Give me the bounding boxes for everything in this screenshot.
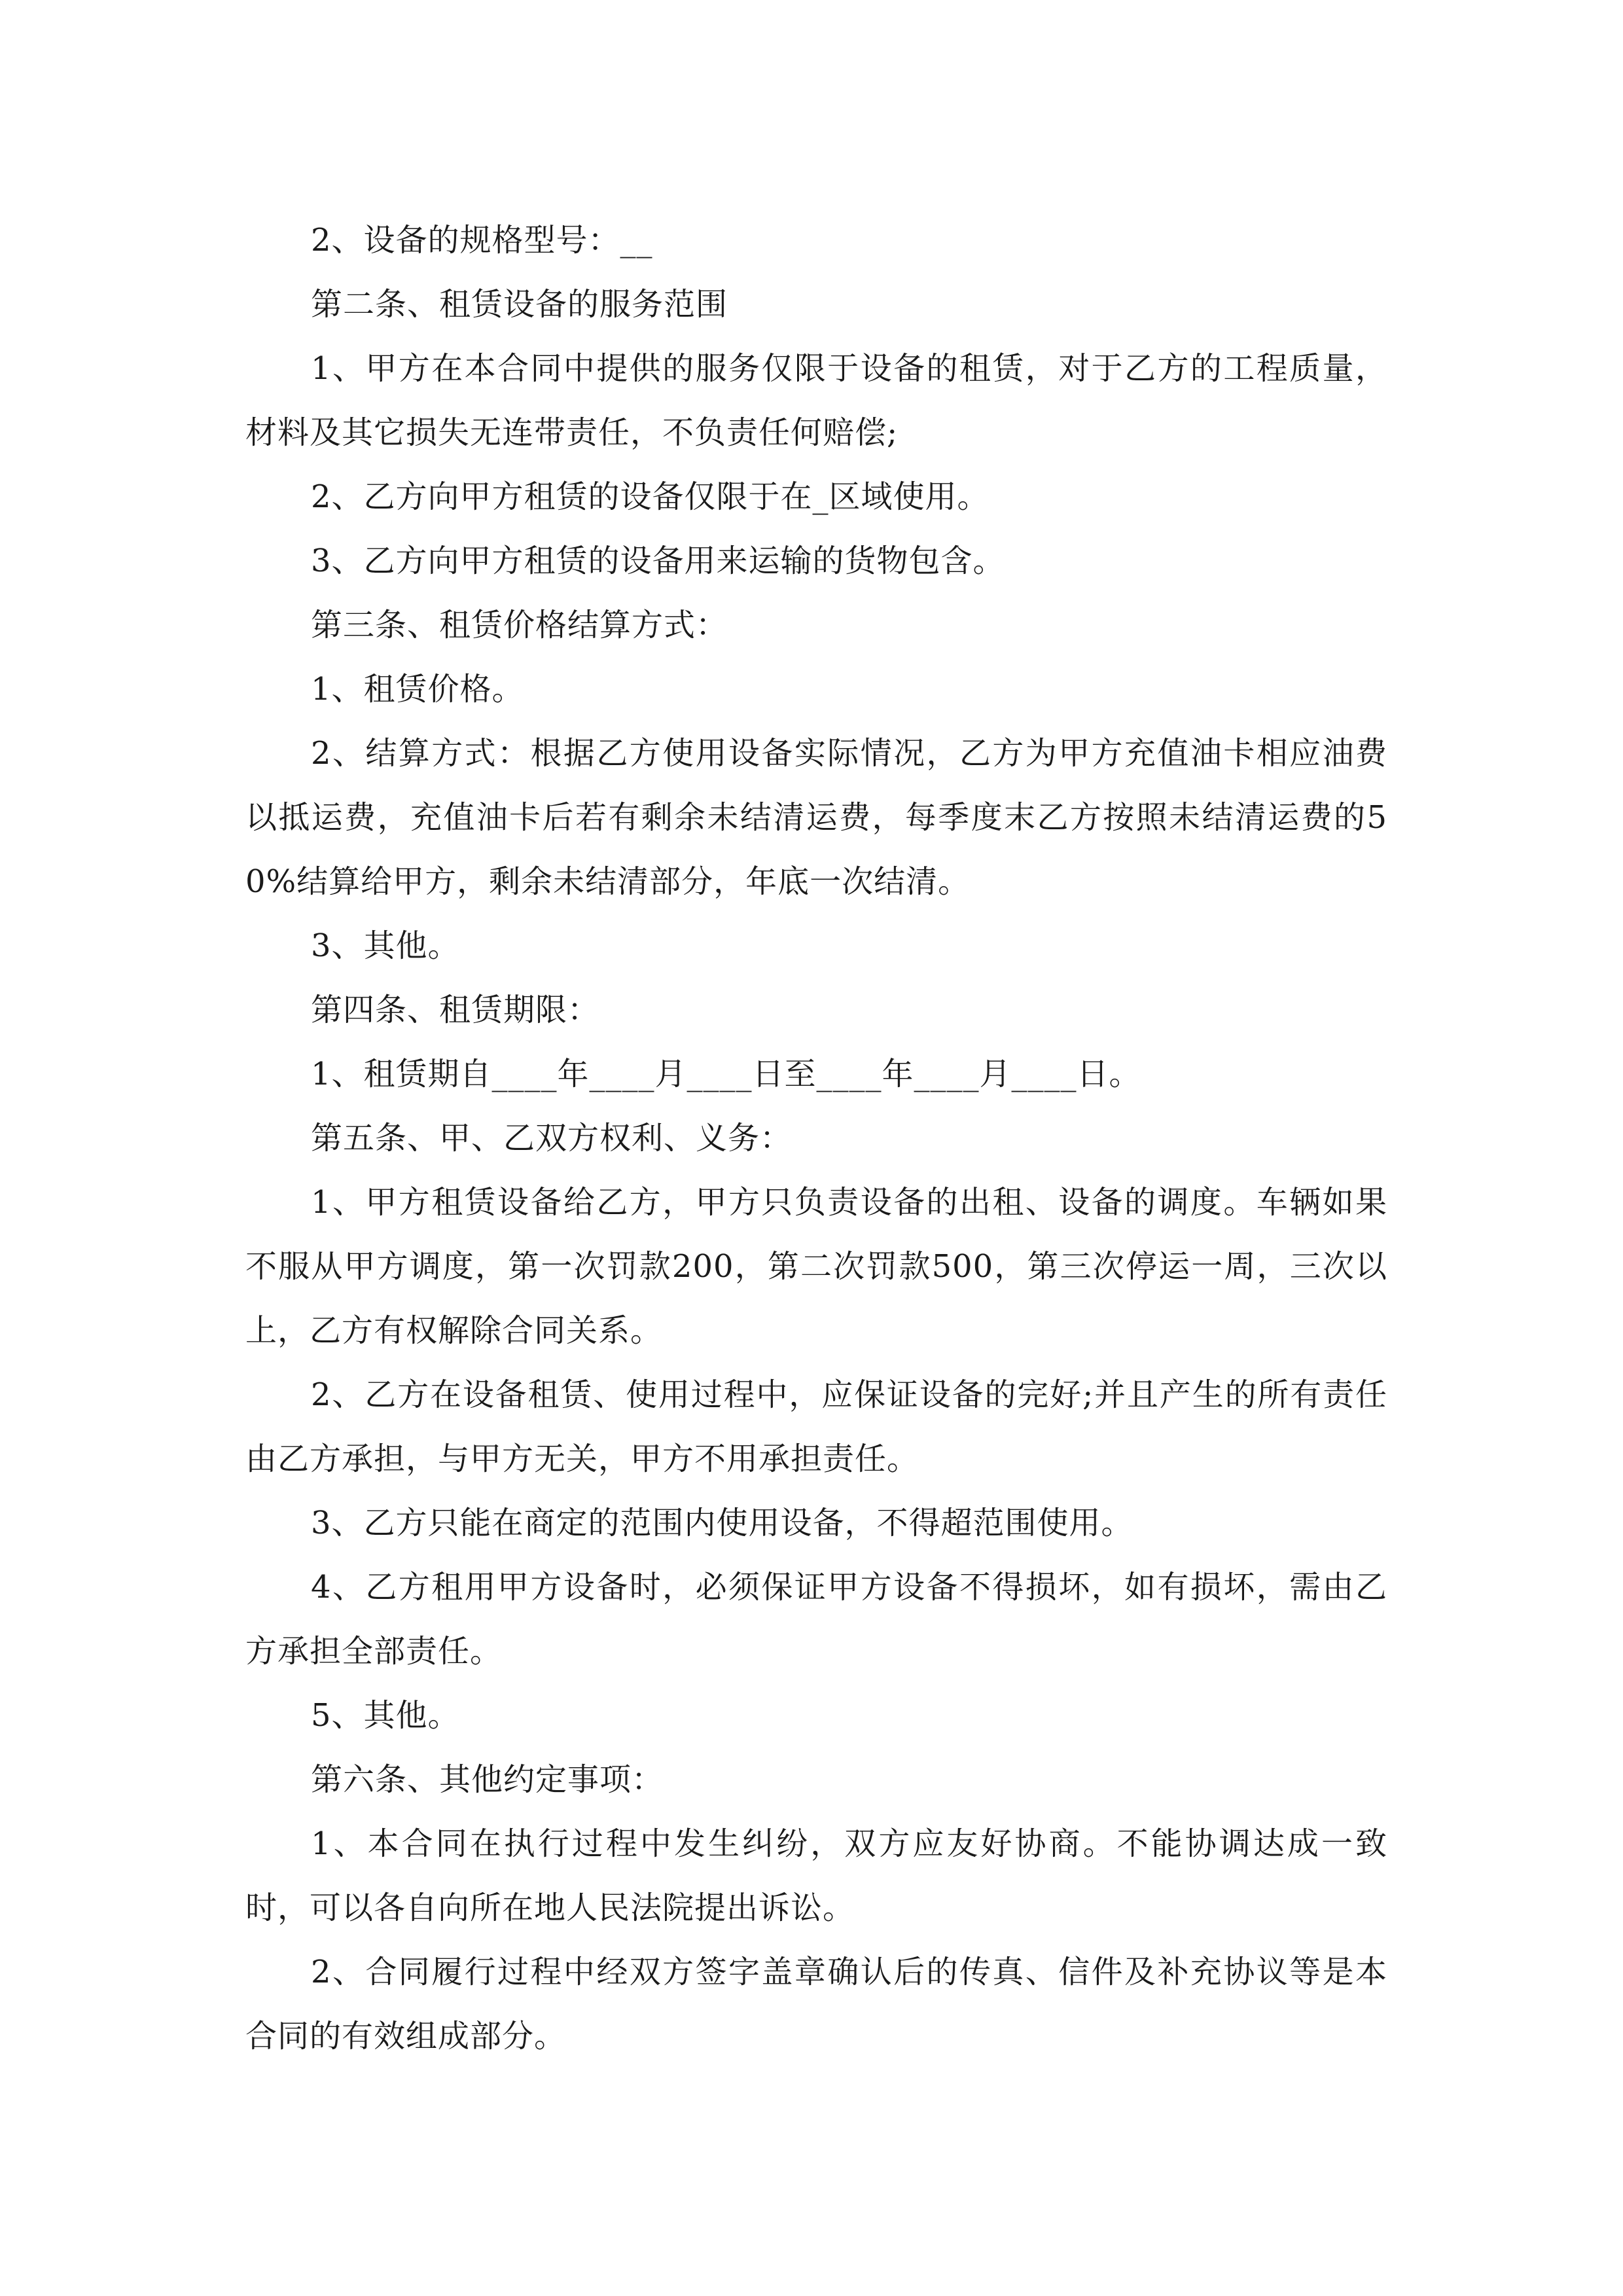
- heading-article-5: 第五条、甲、乙双方权利、义务：: [311, 1120, 793, 1157]
- paragraph-price-1: 1、租赁价格。: [311, 671, 524, 708]
- paragraph-other-1: 1、本合同在执行过程中发生纠纷，双方应友好协商。不能协调达成一致时，可以各自向所在地人民法院提出诉讼。: [245, 1825, 1387, 1926]
- paragraph-rights-2: 2、乙方在设备租赁、使用过程中，应保证设备的完好;并且产生的所有责任由乙方承担，与甲方无关，甲方不用承担责任。: [245, 1376, 1387, 1477]
- document-body: [245, 208, 1387, 2068]
- paragraph-rights-5: 5、其他。: [311, 1697, 460, 1734]
- paragraph-service-scope-3: 3、乙方向甲方租赁的设备用来运输的货物包含。: [311, 543, 1005, 579]
- paragraph-rights-1: 1、甲方租赁设备给乙方，甲方只负责设备的出租、设备的调度。车辆如果不服从甲方调度，第一次罚款200，第二次罚款500，第三次停运一周，三次以上，乙方有权解除合同关系。: [245, 1184, 1387, 1349]
- paragraph-term-1: 1、租赁期自____年____月____日至____年____月____日。: [311, 1056, 1141, 1092]
- paragraph-service-scope-1: 1、甲方在本合同中提供的服务仅限于设备的租赁，对于乙方的工程质量，材料及其它损失无连带责任，不负责任何赔偿;: [245, 350, 1387, 451]
- paragraph-service-scope-2: 2、乙方向甲方租赁的设备仅限于在_区域使用。: [311, 478, 990, 515]
- heading-article-6: 第六条、其他约定事项：: [311, 1761, 664, 1798]
- paragraph-other-2: 2、合同履行过程中经双方签字盖章确认后的传真、信件及补充协议等是本合同的有效组成部分。: [245, 1954, 1387, 2054]
- paragraph-rights-3: 3、乙方只能在商定的范围内使用设备，不得超范围使用。: [311, 1505, 1133, 1541]
- heading-article-4: 第四条、租赁期限：: [311, 992, 600, 1028]
- paragraph-spec-model: 2、设备的规格型号：__: [311, 222, 653, 259]
- heading-article-3: 第三条、租赁价格结算方式：: [311, 607, 728, 643]
- paragraph-price-2: 2、结算方式：根据乙方使用设备实际情况，乙方为甲方充值油卡相应油费以抵运费，充值油卡后若有剩余未结清运费，每季度末乙方按照未结清运费的50%结算给甲方，剩余未结清部分，年底一次结清。: [245, 735, 1387, 900]
- paragraph-price-3: 3、其他。: [311, 927, 460, 964]
- heading-article-2: 第二条、租赁设备的服务范围: [311, 286, 728, 323]
- paragraph-rights-4: 4、乙方租用甲方设备时，必须保证甲方设备不得损坏，如有损坏，需由乙方承担全部责任。: [245, 1569, 1387, 1670]
